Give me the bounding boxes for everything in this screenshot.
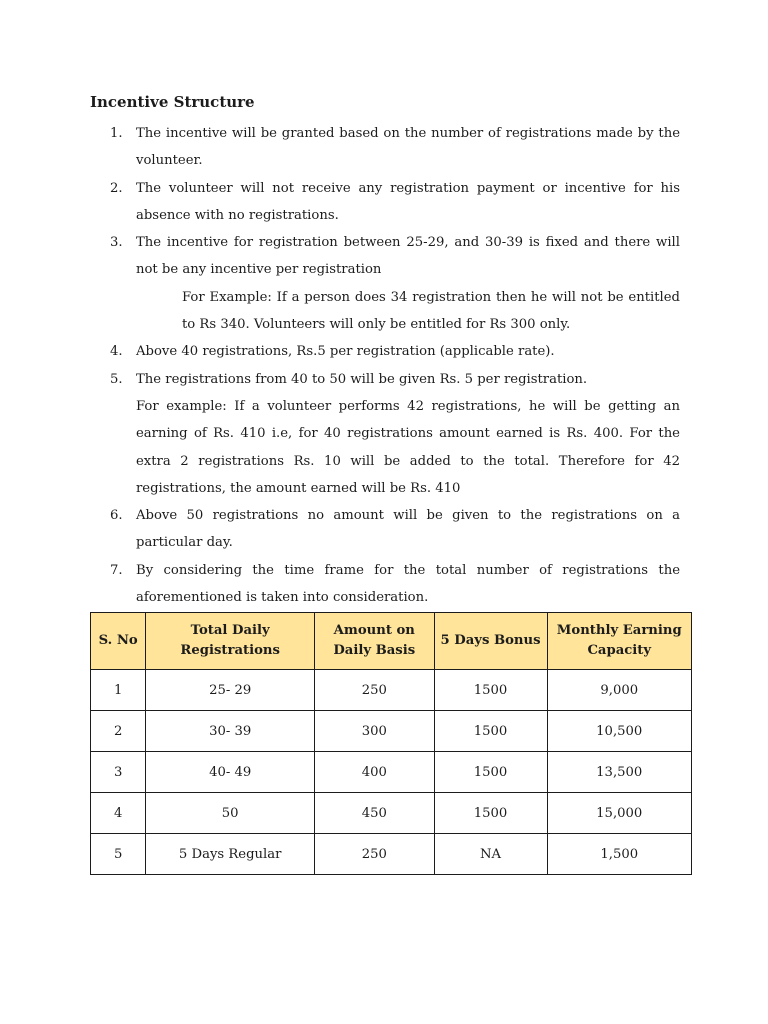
- list-number: 4.: [110, 344, 123, 360]
- list-item: [90, 338, 680, 365]
- table-row: [91, 670, 692, 711]
- table-cell: 5: [91, 834, 146, 875]
- column-header: Amount on Daily Basis: [315, 613, 435, 670]
- table-cell: 2: [91, 711, 146, 752]
- table-cell: 50: [146, 793, 315, 834]
- table-cell: 13,500: [547, 752, 692, 793]
- column-header: Monthly Earning Capacity: [547, 613, 692, 670]
- table-cell: 1500: [434, 670, 547, 711]
- table-cell: 1: [91, 670, 146, 711]
- table-cell: 9,000: [547, 670, 692, 711]
- list-number: 3.: [110, 235, 123, 251]
- table-cell: 300: [315, 711, 435, 752]
- list-text: The incentive for registration between 25-29, and 30-39 is fixed and there will not be any incentive per registration: [136, 235, 680, 278]
- list-text: Above 40 registrations, Rs.5 per registration (applicable rate).: [136, 344, 555, 360]
- list-text: By considering the time frame for the total number of registrations the aforementioned is taken into consideration.: [136, 562, 680, 606]
- column-header: S. No: [91, 613, 146, 670]
- list-item: [90, 366, 680, 393]
- table-cell: 25- 29: [146, 670, 315, 711]
- table-row: [91, 711, 692, 752]
- example-paragraph: For Example: If a person does 34 registration then he will not be entitled to Rs 340. Volunteers will only be entitled for Rs 300 only.: [182, 289, 680, 333]
- list-item: [90, 229, 680, 284]
- table-cell: NA: [434, 834, 547, 875]
- column-header: Total Daily Registrations: [146, 613, 315, 670]
- list-number: 6.: [110, 508, 123, 524]
- list-number: 1.: [110, 126, 123, 141]
- table-row: [91, 793, 692, 834]
- table-header-row: [91, 613, 692, 670]
- table-cell: 400: [315, 752, 435, 793]
- list-text: The incentive will be granted based on the number of registrations made by the volunteer.: [136, 126, 680, 169]
- list-number: 5.: [110, 371, 123, 387]
- table-cell: 450: [315, 793, 435, 834]
- table-cell: 4: [91, 793, 146, 834]
- list-number: 2.: [110, 180, 123, 196]
- table-row: [91, 834, 692, 875]
- incentive-list: [90, 120, 680, 611]
- column-header: 5 Days Bonus: [434, 613, 547, 670]
- table-cell: 250: [315, 834, 435, 875]
- table-cell: 1500: [434, 752, 547, 793]
- table-cell: 3: [91, 752, 146, 793]
- list-item: [90, 120, 680, 175]
- table-cell: 10,500: [547, 711, 692, 752]
- table-cell: 1500: [434, 793, 547, 834]
- table-cell: 40- 49: [146, 752, 315, 793]
- table-cell: 5 Days Regular: [146, 834, 315, 875]
- list-text: The volunteer will not receive any registration payment or incentive for his absence with no registrations.: [136, 180, 680, 223]
- table-cell: 1,500: [547, 834, 692, 875]
- list-item: [90, 557, 680, 612]
- table-row: [91, 752, 692, 793]
- table-cell: 250: [315, 670, 435, 711]
- list-number: 7.: [110, 562, 123, 578]
- list-text: The registrations from 40 to 50 will be given Rs. 5 per registration.: [136, 371, 588, 387]
- list-item: [90, 502, 680, 557]
- incentive-table: [90, 612, 692, 875]
- table-cell: 30- 39: [146, 711, 315, 752]
- table-cell: 1500: [434, 711, 547, 752]
- table-cell: 15,000: [547, 793, 692, 834]
- list-text: Above 50 registrations no amount will be given to the registrations on a particular day.: [136, 508, 680, 551]
- section-title: Incentive Structure: [90, 93, 255, 111]
- example-paragraph: For example: If a volunteer performs 42 registrations, he will be getting an earning of Rs. 410 i.e, for 40 registrations amount earned is Rs. 400. For the extra 2 registrations Rs. 10 will be added to the total. Therefore for 42 registrations, the amount earned will be Rs. 410: [136, 398, 680, 496]
- list-item: [90, 175, 680, 230]
